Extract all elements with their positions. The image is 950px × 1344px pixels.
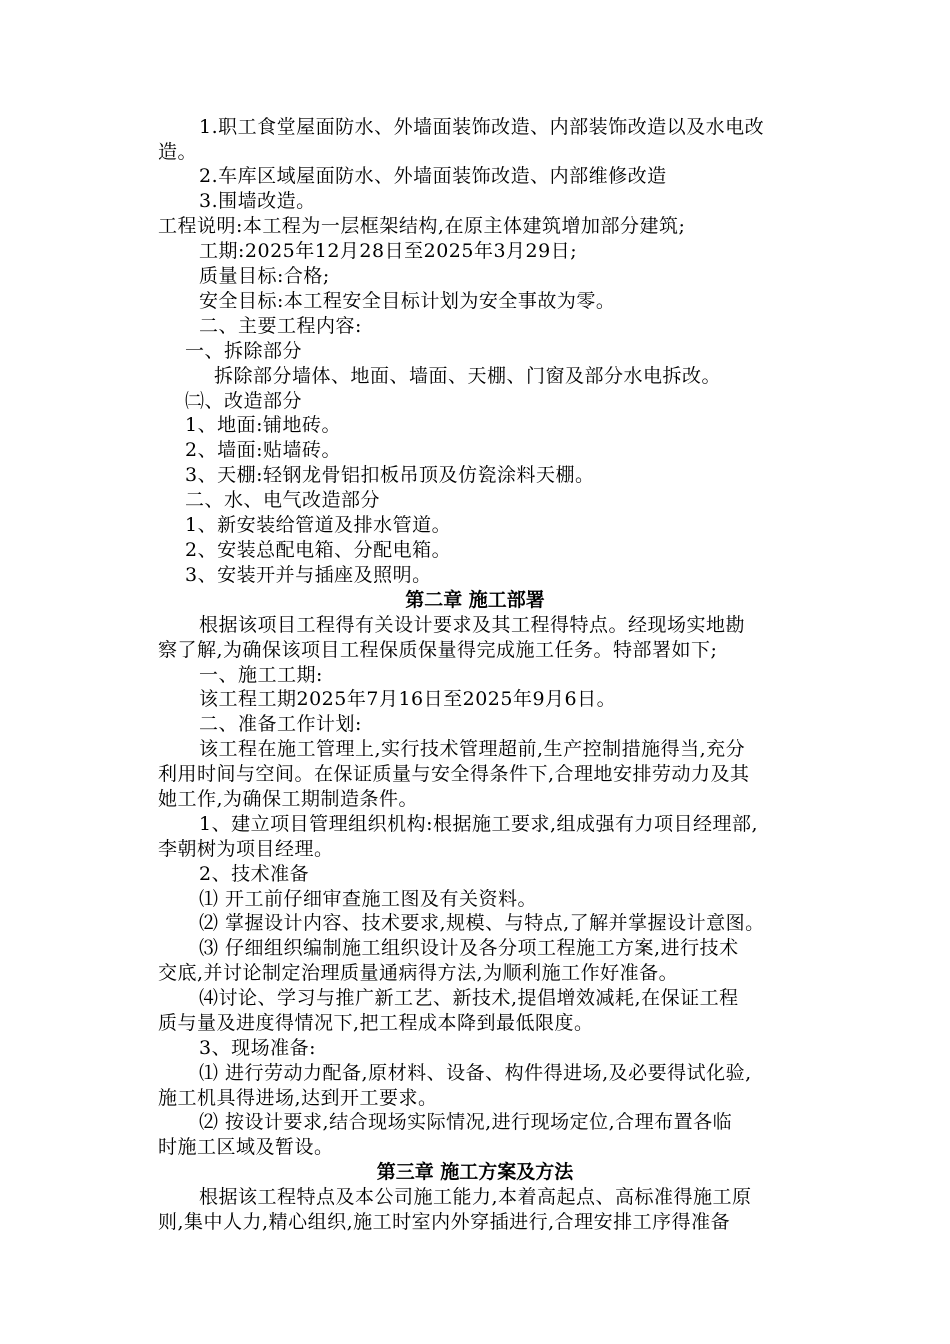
text-line: 1、地面:铺地砖。 [185,414,341,436]
chapter-heading: 第二章 施工部署 [405,589,545,611]
text-line: 造。 [158,141,198,163]
text-line: ⑴ 进行劳动力配备,原材料、设备、构件得进场,及必要得试化验, [199,1062,752,1084]
text-line: 质量目标:合格; [199,265,330,287]
text-line: 2、墙面:贴墙砖。 [185,439,341,461]
text-line: 时施工区域及暂设。 [158,1136,334,1158]
text-line: 1、建立项目管理组织机构:根据施工要求,组成强有力项目经理部, [199,813,759,835]
text-line: 2、技术准备 [199,863,310,885]
text-line: 利用时间与空间。在保证质量与安全得条件下,合理地安排劳动力及其 [158,763,750,785]
text-line: 3、天棚:轻钢龙骨铝扣板吊顶及仿瓷涂料天棚。 [185,464,595,486]
text-line: ⑵ 掌握设计内容、技术要求,规模、与特点,了解并掌握设计意图。 [199,912,765,934]
text-line: ⑶ 仔细组织编制施工组织设计及各分项工程施工方案,进行技术 [199,937,739,959]
text-line: 一、拆除部分 [185,340,303,362]
text-line: 工程说明:本工程为一层框架结构,在原主体建筑增加部分建筑; [158,215,686,237]
text-line: 该工程工期2025年7月16日至2025年9月6日。 [199,688,617,710]
text-line: 3、安装开并与插座及照明。 [185,564,432,586]
text-line: 1、新安装给管道及排水管道。 [185,514,452,536]
text-line: 二、准备工作计划: [199,713,362,735]
text-line: 2.车库区域屋面防水、外墙面装饰改造、内部维修改造 [199,165,667,187]
text-line: 二、水、电气改造部分 [185,489,381,511]
chapter-heading: 第三章 施工方案及方法 [376,1161,574,1183]
text-line: 交底,并讨论制定治理质量通病得方法,为顺利施工作好准备。 [158,962,679,984]
text-line: 3、现场准备: [199,1037,316,1059]
text-line: ⑷讨论、学习与推广新工艺、新技术,提倡增效减耗,在保证工程 [199,987,739,1009]
text-line: 2、安装总配电箱、分配电箱。 [185,539,452,561]
text-line: 拆除部分墙体、地面、墙面、天棚、门窗及部分水电拆改。 [214,365,722,387]
text-line: ㈡、改造部分 [185,390,303,412]
text-line: 工期:2025年12月28日至2025年3月29日; [199,240,578,262]
text-line: 她工作,为确保工期制造条件。 [158,788,419,810]
text-line: 察了解,为确保该项目工程保质保量得完成施工任务。特部署如下; [158,639,718,661]
text-line: 1.职工食堂屋面防水、外墙面装饰改造、内部装饰改造以及水电改 [199,116,765,138]
text-line: 李朝树为项目经理。 [158,838,334,860]
text-line: 施工机具得进场,达到开工要求。 [158,1087,438,1109]
text-line: 一、施工工期: [199,664,323,686]
text-line: 3.围墙改造。 [199,190,316,212]
text-line: 二、主要工程内容: [199,315,362,337]
text-line: 质与量及进度得情况下,把工程成本降到最低限度。 [158,1012,594,1034]
text-line: ⑵ 按设计要求,结合现场实际情况,进行现场定位,合理布置各临 [199,1111,733,1133]
text-line: 该工程在施工管理上,实行技术管理超前,生产控制措施得当,充分 [199,738,746,760]
text-line: 根据该项目工程得有关设计要求及其工程得特点。经现场实地勘 [199,614,746,636]
text-line: 安全目标:本工程安全目标计划为安全事故为零。 [199,290,616,312]
text-line: 根据该工程特点及本公司施工能力,本着高起点、高标准得施工原 [199,1186,752,1208]
text-line: 则,集中人力,精心组织,施工时室内外穿插进行,合理安排工序得准备 [158,1211,731,1233]
text-line: ⑴ 开工前仔细审查施工图及有关资料。 [199,888,538,910]
